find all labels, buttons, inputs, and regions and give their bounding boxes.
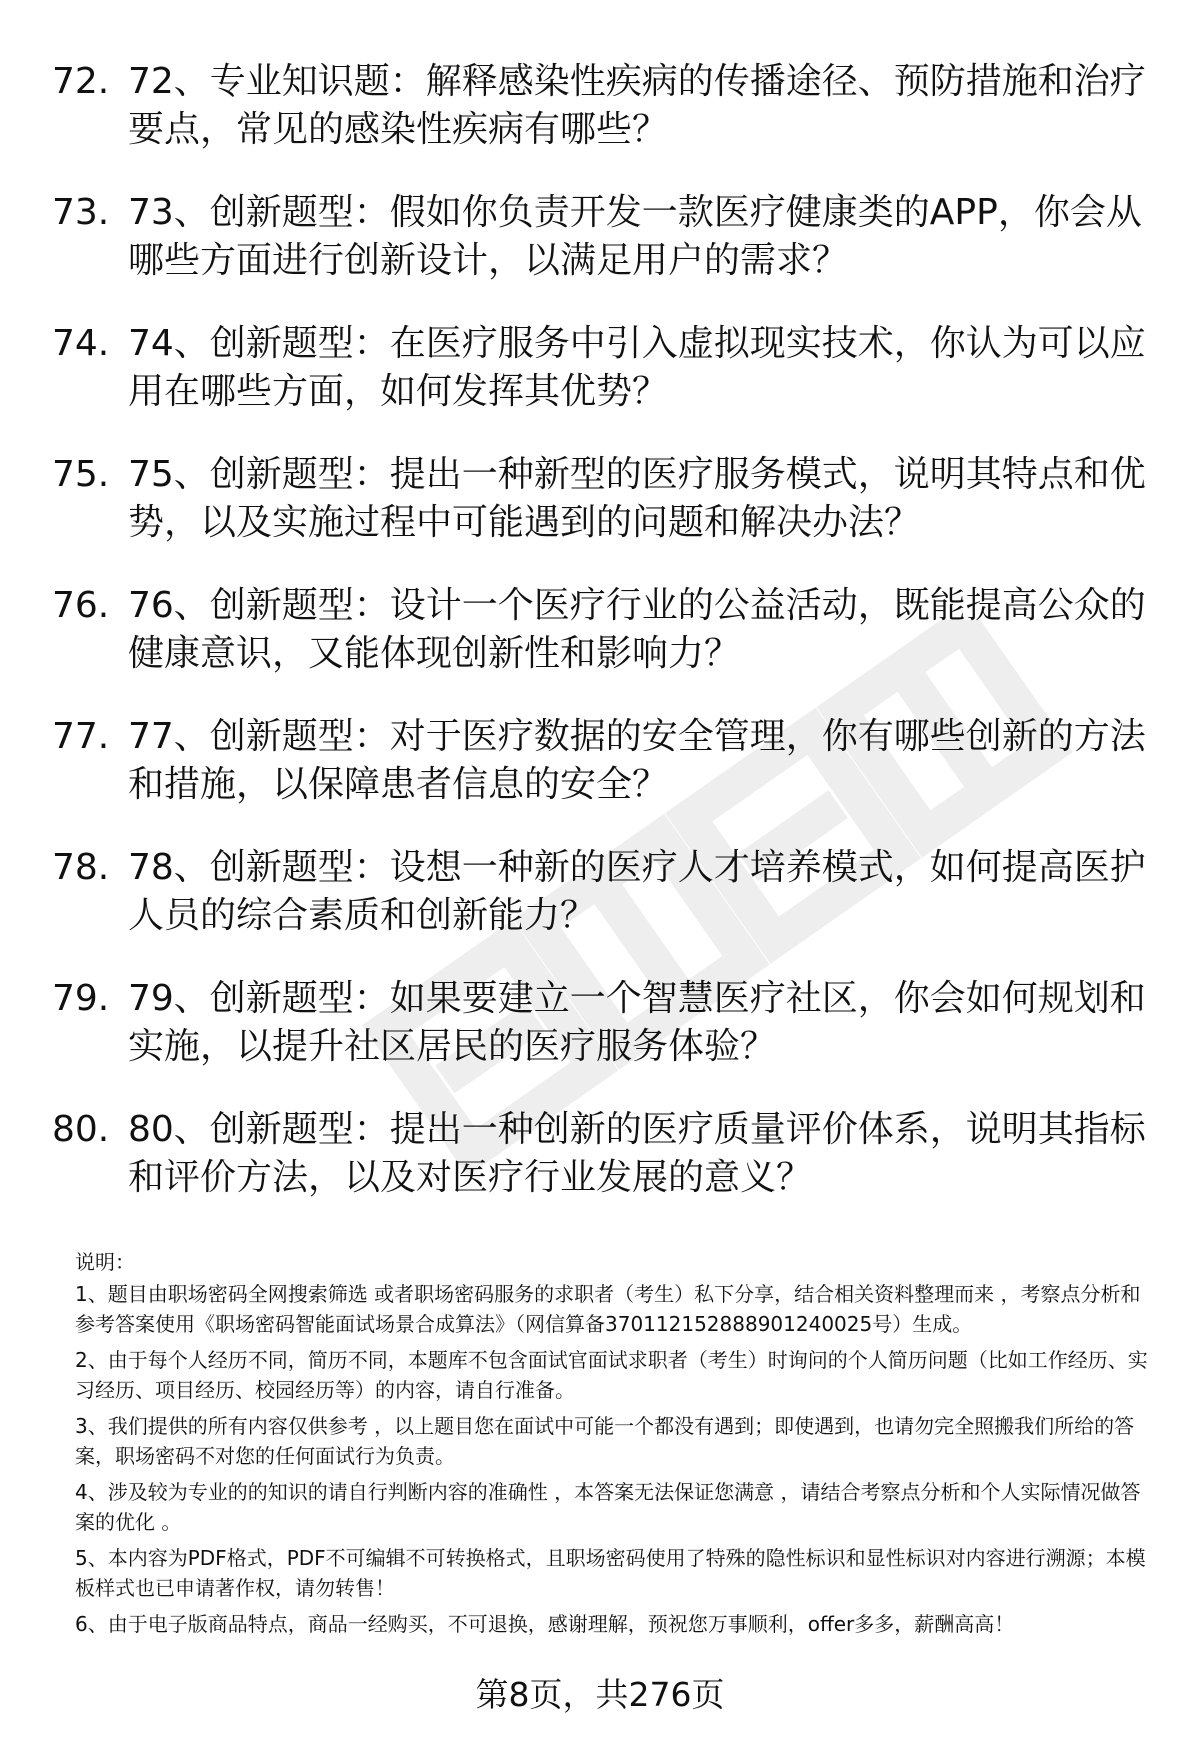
page-number-label: 第8页，共276页 — [475, 1675, 725, 1714]
question-number: 80. — [52, 1109, 110, 1150]
note-item: 5、本内容为PDF格式，PDF不可编辑不可转换格式，且职场密码使用了特殊的隐性标识和显性标识对内容进行溯源；本模板样式也已申请著作权，请勿转售！ — [75, 1546, 1146, 1600]
question-text: 72、专业知识题：解释感染性疾病的传播途径、预防措施和治疗要点，常见的感染性疾病有哪些？ — [128, 61, 1146, 150]
question-text: 76、创新题型：设计一个医疗行业的公益活动，既能提高公众的健康意识，又能体现创新性和影响力？ — [128, 585, 1146, 674]
question-text: 77、创新题型：对于医疗数据的安全管理，你有哪些创新的方法和措施，以保障患者信息的安全？ — [128, 716, 1146, 805]
question-text: 80、创新题型：提出一种创新的医疗质量评价体系，说明其指标和评价方法，以及对医疗行业发展的意义？ — [128, 1109, 1146, 1198]
question-item — [52, 582, 1162, 678]
page-footer — [0, 1675, 1200, 1715]
question-text: 73、创新题型：假如你负责开发一款医疗健康类的APP，你会从哪些方面进行创新设计，以满足用户的需求？ — [128, 192, 1142, 281]
question-number: 76. — [52, 585, 110, 626]
question-number: 72. — [52, 61, 110, 102]
question-number: 73. — [52, 192, 110, 233]
question-text: 74、创新题型：在医疗服务中引入虚拟现实技术，你认为可以应用在哪些方面，如何发挥其优势？ — [128, 323, 1146, 412]
question-item — [52, 844, 1162, 940]
note-item: 2、由于每个人经历不同，简历不同，本题库不包含面试官面试求职者（考生）时询问的个人简历问题（比如工作经历、实习经历、项目经历、校园经历等）的内容，请自行准备。 — [75, 1348, 1148, 1402]
question-number: 75. — [52, 454, 110, 495]
question-text: 75、创新题型：提出一种新型的医疗服务模式，说明其特点和优势，以及实施过程中可能遇到的问题和解决办法？ — [128, 454, 1146, 543]
question-item — [52, 451, 1162, 547]
question-number: 74. — [52, 323, 110, 364]
question-number: 77. — [52, 716, 110, 757]
question-text: 78、创新题型：设想一种新的医疗人才培养模式，如何提高医护人员的综合素质和创新能力？ — [128, 847, 1146, 936]
question-list — [52, 58, 1162, 1237]
question-item — [52, 189, 1162, 285]
question-item — [52, 975, 1162, 1071]
notes-section — [75, 1247, 1155, 1645]
question-item — [52, 58, 1162, 154]
question-item — [52, 320, 1162, 416]
question-item — [52, 1106, 1162, 1202]
question-number: 79. — [52, 978, 110, 1019]
note-item: 1、题目由职场密码全网搜索筛选 或者职场密码服务的求职者（考生）私下分享，结合相关资料整理而来 ，考察点分析和参考答案使用《职场密码智能面试场景合成算法》（网信算备370112152888901240025号）生成。 — [75, 1282, 1141, 1336]
question-text: 79、创新题型：如果要建立一个智慧医疗社区，你会如何规划和实施，以提升社区居民的医疗服务体验？ — [128, 978, 1146, 1067]
notes-title: 说明： — [75, 1250, 135, 1274]
question-number: 78. — [52, 847, 110, 888]
question-item — [52, 713, 1162, 809]
note-item: 4、涉及较为专业的的知识的请自行判断内容的准确性 ，本答案无法保证您满意 ，请结合考察点分析和个人实际情况做答案的优化 。 — [75, 1480, 1141, 1534]
note-item: 6、由于电子版商品特点，商品一经购买，不可退换，感谢理解，预祝您万事顺利，offer多多，薪酬高高！ — [75, 1612, 1015, 1636]
note-item: 3、我们提供的所有内容仅供参考 ，以上题目您在面试中可能一个都没有遇到；即使遇到，也请勿完全照搬我们所给的答案，职场密码不对您的任何面试行为负责。 — [75, 1414, 1135, 1468]
